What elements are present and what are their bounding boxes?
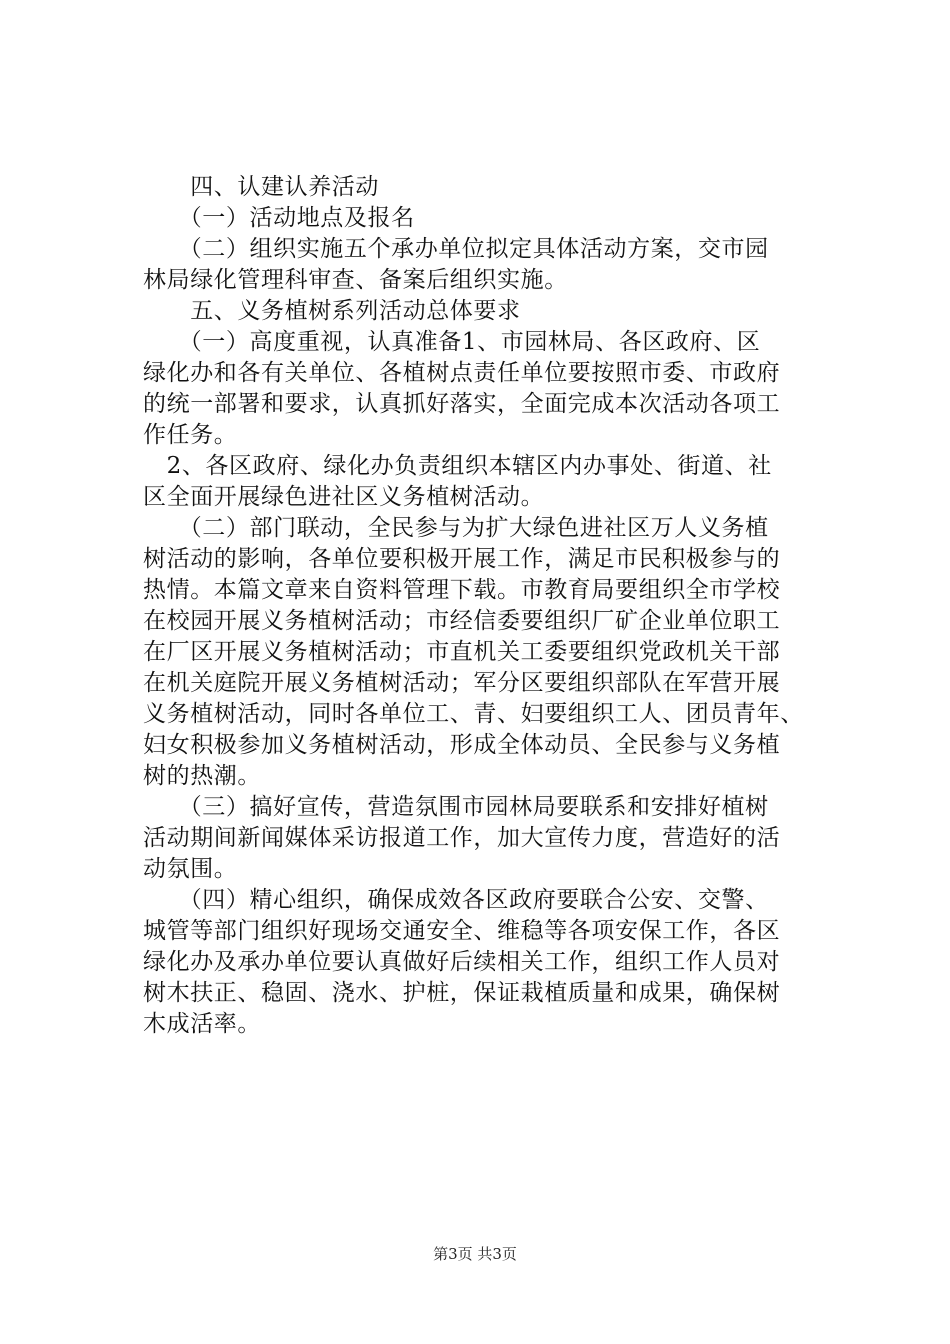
text-line: 五、义务植树系列活动总体要求 — [143, 298, 521, 324]
text-line: 活动期间新闻媒体采访报道工作，加大宣传力度，营造好的活 — [143, 825, 781, 851]
text-line: （四）精心组织，确保成效各区政府要联合公安、交警、 — [143, 887, 769, 913]
text-line: 热情。本篇文章来自资料管理下载。市教育局要组织全市学校 — [143, 577, 781, 603]
page-number-footer: 第3页 共3页 — [433, 1245, 517, 1263]
text-line: 林局绿化管理科审查、备案后组织实施。 — [143, 267, 568, 293]
text-line: 绿化办及承办单位要认真做好后续相关工作，组织工作人员对 — [143, 949, 781, 975]
text-line: 在校园开展义务植树活动；市经信委要组织厂矿企业单位职工 — [143, 608, 781, 634]
text-line: 2、各区政府、绿化办负责组织本辖区内办事处、街道、社 — [143, 453, 772, 479]
text-line: 在机关庭院开展义务植树活动；军分区要组织部队在军营开展 — [143, 670, 781, 696]
text-line: （一）高度重视，认真准备1、市园林局、各区政府、区 — [143, 329, 761, 355]
text-line: 义务植树活动，同时各单位工、青、妇要组织工人、团员青年、 — [143, 701, 804, 727]
text-line: （二）组织实施五个承办单位拟定具体活动方案，交市园 — [143, 236, 769, 262]
text-line: 作任务。 — [143, 422, 238, 448]
text-line: 城管等部门组织好现场交通安全、维稳等各项安保工作，各区 — [143, 918, 781, 944]
text-line: （一）活动地点及报名 — [143, 205, 415, 231]
document-body — [143, 172, 833, 1040]
text-line: 妇女积极参加义务植树活动，形成全体动员、全民参与义务植 — [143, 732, 781, 758]
text-line: 木成活率。 — [143, 1011, 261, 1037]
text-line: 树的热潮。 — [143, 763, 261, 789]
text-line: 绿化办和各有关单位、各植树点责任单位要按照市委、市政府 — [143, 360, 781, 386]
text-line: 区全面开展绿色进社区义务植树活动。 — [143, 484, 545, 510]
text-line: 在厂区开展义务植树活动；市直机关工委要组织党政机关干部 — [143, 639, 781, 665]
text-line: 树活动的影响，各单位要积极开展工作，满足市民积极参与的 — [143, 546, 781, 572]
text-line: 树木扶正、稳固、浇水、护桩，保证栽植质量和成果，确保树 — [143, 980, 781, 1006]
text-line: （三）搞好宣传，营造氛围市园林局要联系和安排好植树 — [143, 794, 769, 820]
text-line: 的统一部署和要求，认真抓好落实，全面完成本次活动各项工 — [143, 391, 781, 417]
text-line: 四、认建认养活动 — [143, 174, 379, 200]
text-line: （二）部门联动，全民参与为扩大绿色进社区万人义务植 — [143, 515, 769, 541]
text-line: 动氛围。 — [143, 856, 238, 882]
